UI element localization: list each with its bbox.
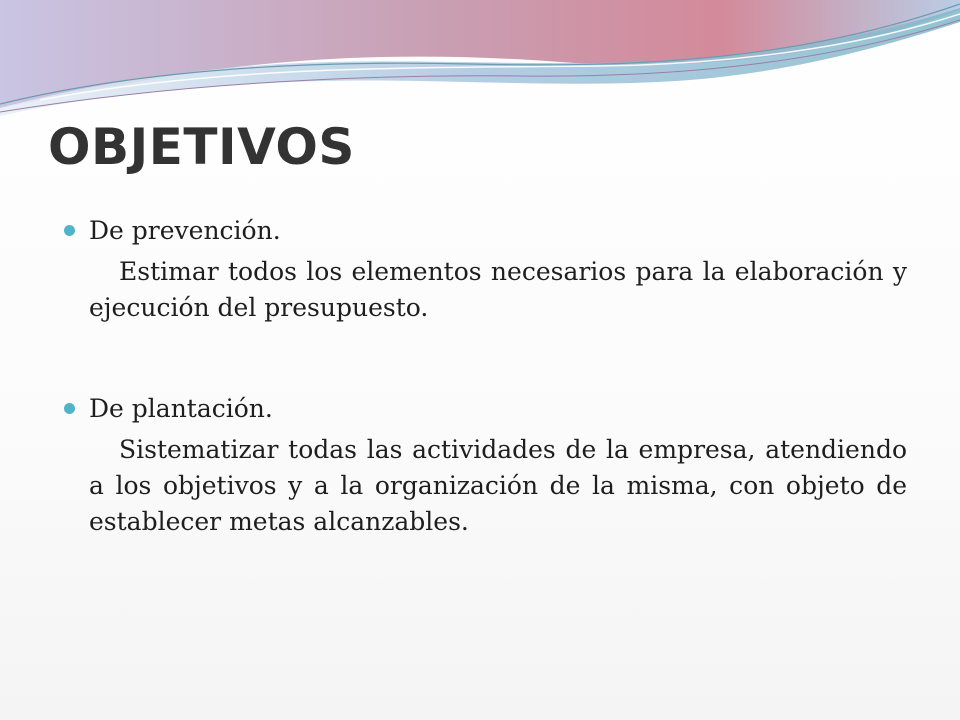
slide-content (64, 210, 907, 540)
bullet-body-text: Estimar todos los elementos necesarios para la elaboración y ejecución del presupuesto. (89, 257, 907, 322)
bullet-heading: De prevención. (89, 216, 281, 245)
spacer (64, 326, 907, 388)
bullet-heading: De plantación. (89, 394, 273, 423)
bullet-item-planning (64, 388, 907, 430)
slide-title: OBJETIVOS (48, 118, 355, 176)
bullet-body-text: Sistematizar todas las actividades de la empresa, atendiendo a los objetivos y a la organización de la misma, con objeto de establecer metas alcanzables. (89, 435, 907, 536)
header-wave-decoration (0, 0, 960, 120)
bullet-item-prevention (64, 210, 907, 252)
bullet-dot-icon (64, 403, 75, 414)
bullet-dot-icon (64, 225, 75, 236)
